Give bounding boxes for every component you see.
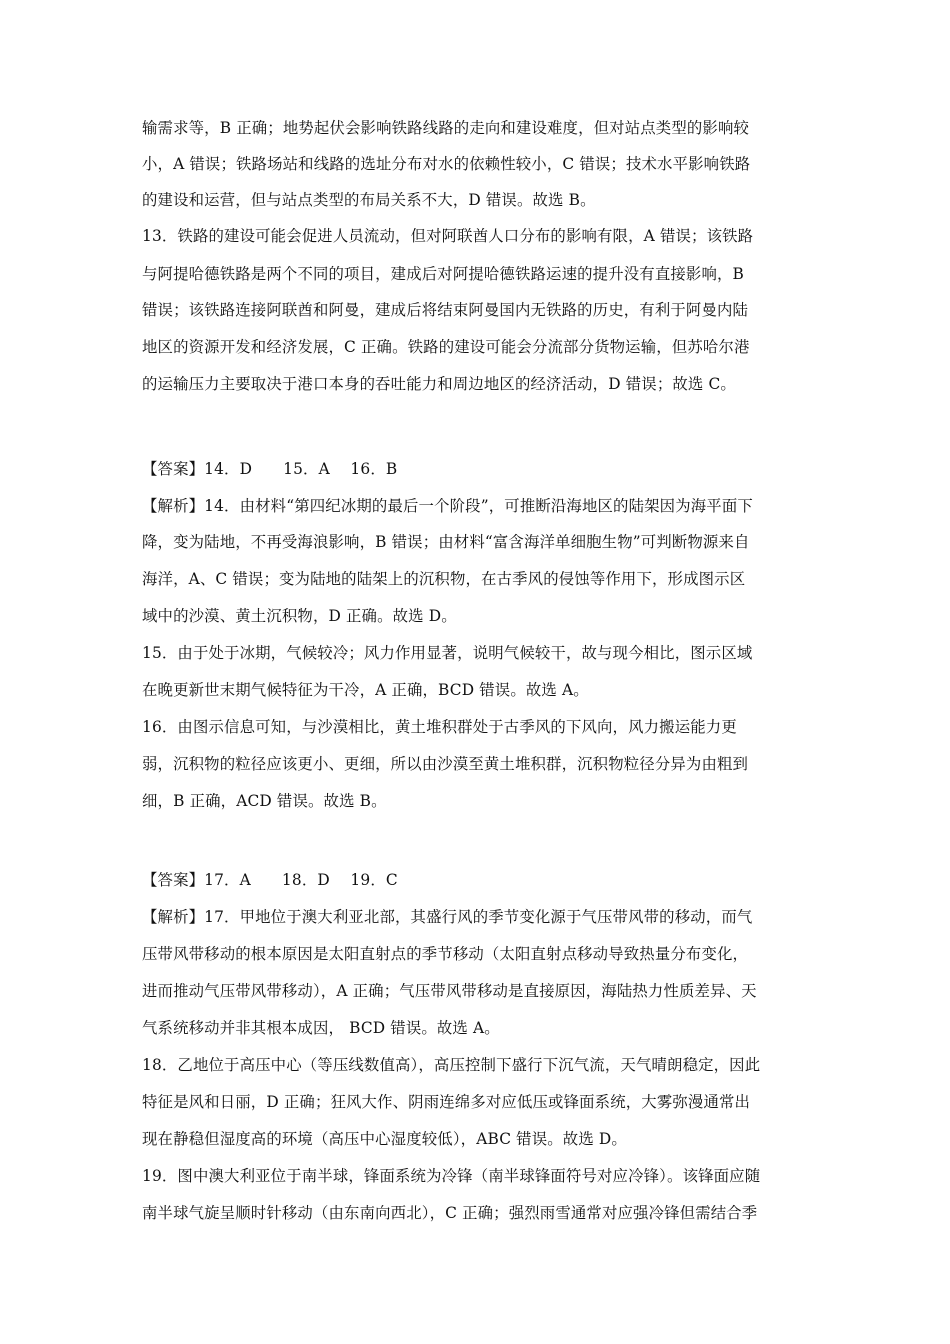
- text-line: 输需求等，B 正确；地势起伏会影响铁路线路的走向和建设难度，但对站点类型的影响较: [142, 119, 750, 137]
- text-line: 细，B 正确，ACD 错误。故选 B。: [142, 792, 387, 810]
- text-line: 压带风带移动的根本原因是太阳直射点的季节移动（太阳直射点移动导致热量分布变化，: [142, 945, 749, 963]
- text-line: 海洋，A、C 错误；变为陆地的陆架上的沉积物，在古季风的侵蚀等作用下，形成图示区: [142, 570, 746, 588]
- analysis-line: 【解析】14．由材料“第四纪冰期的最后一个阶段”，可推断沿海地区的陆架因为海平面下: [142, 497, 753, 515]
- text-line: 13．铁路的建设可能会促进人员流动，但对阿联酋人口分布的影响有限，A 错误；该铁路: [142, 227, 754, 245]
- text-line: 降，变为陆地，不再受海浪影响，B 错误；由材料“富含海洋单细胞生物”可判断物源来自: [142, 533, 750, 551]
- text-line: 错误；该铁路连接阿联酋和阿曼，建成后将结束阿曼国内无铁路的历史，有利于阿曼内陆: [142, 301, 749, 319]
- text-line: 小，A 错误；铁路场站和线路的选址分布对水的依赖性较小，C 错误；技术水平影响铁路: [142, 155, 751, 173]
- answer-line: 【答案】17．A 18．D 19．C: [142, 871, 398, 889]
- text-line: 气系统移动并非其根本成因， BCD 错误。故选 A。: [142, 1019, 500, 1037]
- text-line: 现在静稳但湿度高的环境（高压中心湿度较低），ABC 错误。故选 D。: [142, 1130, 627, 1148]
- answer-line: 【答案】14．D 15．A 16．B: [142, 460, 398, 478]
- text-line: 的运输压力主要取决于港口本身的吞吐能力和周边地区的经济活动，D 错误；故选 C。: [142, 375, 736, 393]
- analysis-line: 【解析】17．甲地位于澳大利亚北部，其盛行风的季节变化源于气压带风带的移动，而气: [142, 908, 753, 926]
- text-line: 18．乙地位于高压中心（等压线数值高），高压控制下盛行下沉气流，天气晴朗稳定，因此: [142, 1056, 761, 1074]
- text-line: 特征是风和日丽，D 正确；狂风大作、阴雨连绵多对应低压或锋面系统，大雾弥漫通常出: [142, 1093, 751, 1111]
- text-line: 16．由图示信息可知，与沙漠相比，黄土堆积群处于古季风的下风向，风力搬运能力更: [142, 718, 737, 736]
- text-line: 在晚更新世末期气候特征为干冷，A 正确，BCD 错误。故选 A。: [142, 681, 589, 699]
- text-line: 的建设和运营，但与站点类型的布局关系不大，D 错误。故选 B。: [142, 191, 596, 209]
- text-line: 与阿提哈德铁路是两个不同的项目，建成后对阿提哈德铁路运速的提升没有直接影响，B: [142, 265, 745, 283]
- text-line: 域中的沙漠、黄土沉积物，D 正确。故选 D。: [142, 607, 457, 625]
- text-line: 地区的资源开发和经济发展，C 正确。铁路的建设可能会分流部分货物运输，但苏哈尔港: [142, 338, 750, 356]
- text-line: 弱，沉积物的粒径应该更小、更细，所以由沙漠至黄土堆积群，沉积物粒径分异为由粗到: [142, 755, 749, 773]
- text-line: 进而推动气压带风带移动），A 正确；气压带风带移动是直接原因，海陆热力性质差异、天: [142, 982, 757, 1000]
- text-line: 15．由于处于冰期，气候较冷；风力作用显著，说明气候较干，故与现今相比，图示区域: [142, 644, 753, 662]
- text-line: 南半球气旋呈顺时针移动（由东南向西北），C 正确；强烈雨雪通常对应强冷锋但需结合季: [142, 1204, 758, 1222]
- text-line: 19．图中澳大利亚位于南半球，锋面系统为冷锋（南半球锋面符号对应冷锋）。该锋面应随: [142, 1167, 761, 1185]
